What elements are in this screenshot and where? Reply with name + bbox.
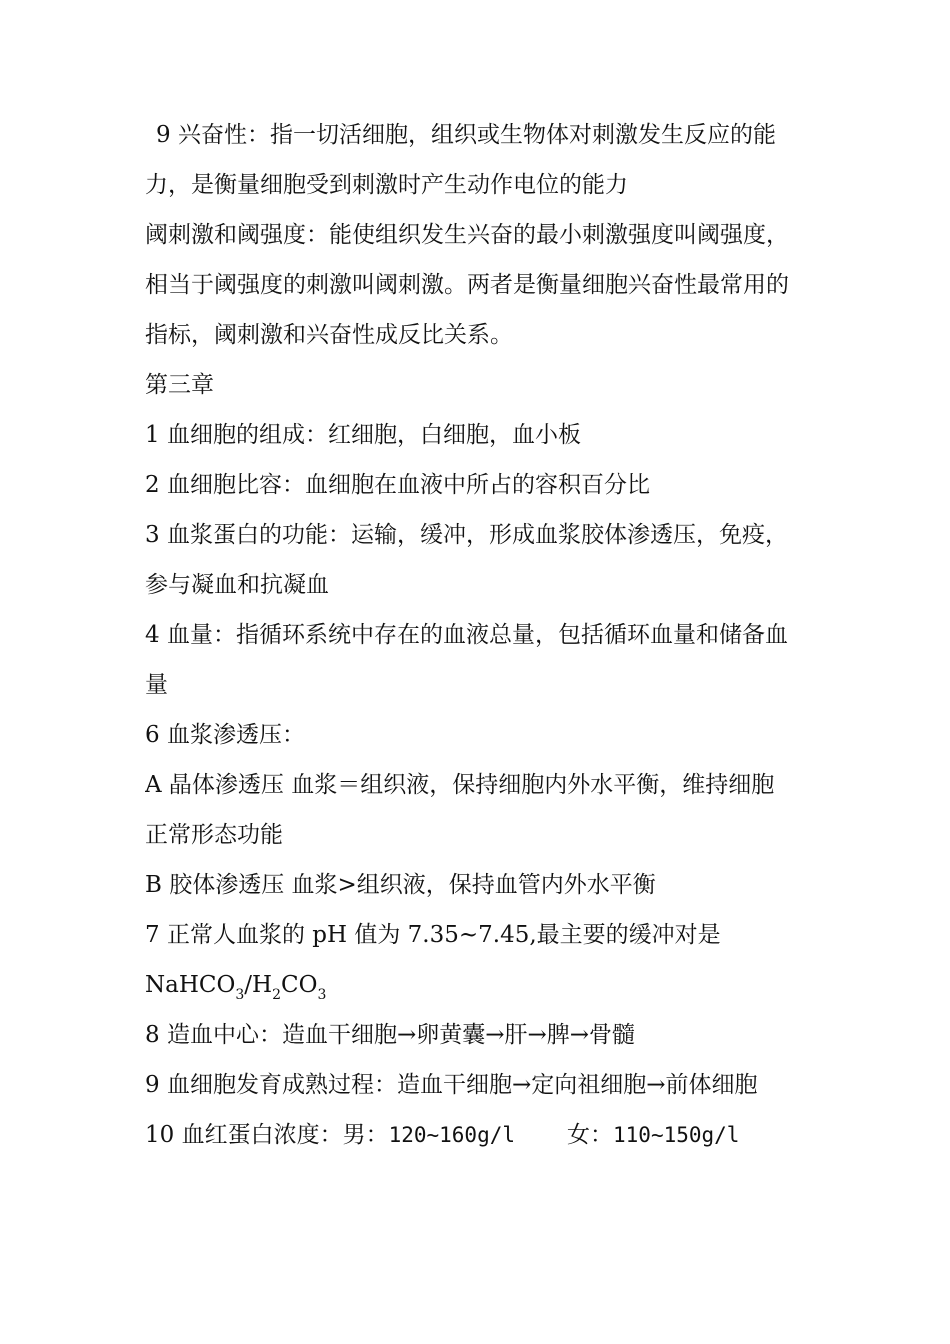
formula-subscript: 3 [235,987,245,1003]
text-line: 4 血量：指循环系统中存在的血液总量，包括循环血量和储备血 [145,622,788,648]
formula-part: CO [281,972,318,998]
text-line: 3 血浆蛋白的功能：运输，缓冲，形成血浆胶体渗透压，免疫， [145,522,788,548]
text-line: 8 造血中心：造血干细胞→卵黄囊→肝→脾→骨髓 [145,1022,636,1048]
document-body [145,110,815,1160]
formula-subscript: 2 [272,987,282,1003]
text-line: 6 血浆渗透压： [145,722,305,748]
text-line: 正常形态功能 [145,822,283,848]
buffer-formula [145,960,815,1010]
hemoglobin-line [145,1110,815,1160]
text-line: 1 血细胞的组成：红细胞，白细胞，血小板 [145,422,581,448]
hemoglobin-label: 10 血红蛋白浓度：男： [145,1122,389,1148]
formula-subscript: 3 [317,987,327,1003]
text-line: B 胶体渗透压 血浆>组织液，保持血管内外水平衡 [145,872,656,898]
text-line: 指标，阈刺激和兴奋性成反比关系。 [145,322,513,348]
text-line: 参与凝血和抗凝血 [145,572,329,598]
text-line: 阈刺激和阈强度：能使组织发生兴奋的最小刺激强度叫阈强度， [145,222,789,248]
text-line: 量 [145,672,168,698]
text-line: 力，是衡量细胞受到刺激时产生动作电位的能力 [145,172,628,198]
text-line: 2 血细胞比容：血细胞在血液中所占的容积百分比 [145,472,650,498]
text-line: A 晶体渗透压 血浆＝组织液，保持细胞内外水平衡，维持细胞 [145,772,775,798]
text-line: 相当于阈强度的刺激叫阈刺激。两者是衡量细胞兴奋性最常用的 [145,272,789,298]
text-line: 9 兴奋性：指一切活细胞，组织或生物体对刺激发生反应的能 [156,122,776,148]
formula-part: NaHCO [145,972,236,998]
formula-part: /H [244,972,273,998]
female-label: 女： [567,1122,614,1148]
male-value: 120~160g/l [388,1123,516,1147]
female-value: 110~150g/l [613,1123,740,1147]
text-line: 7 正常人血浆的 pH 值为 7.35~7.45,最主要的缓冲对是 [145,922,721,948]
chapter-heading: 第三章 [145,372,214,398]
text-line: 9 血细胞发育成熟过程：造血干细胞→定向祖细胞→前体细胞 [145,1072,758,1098]
